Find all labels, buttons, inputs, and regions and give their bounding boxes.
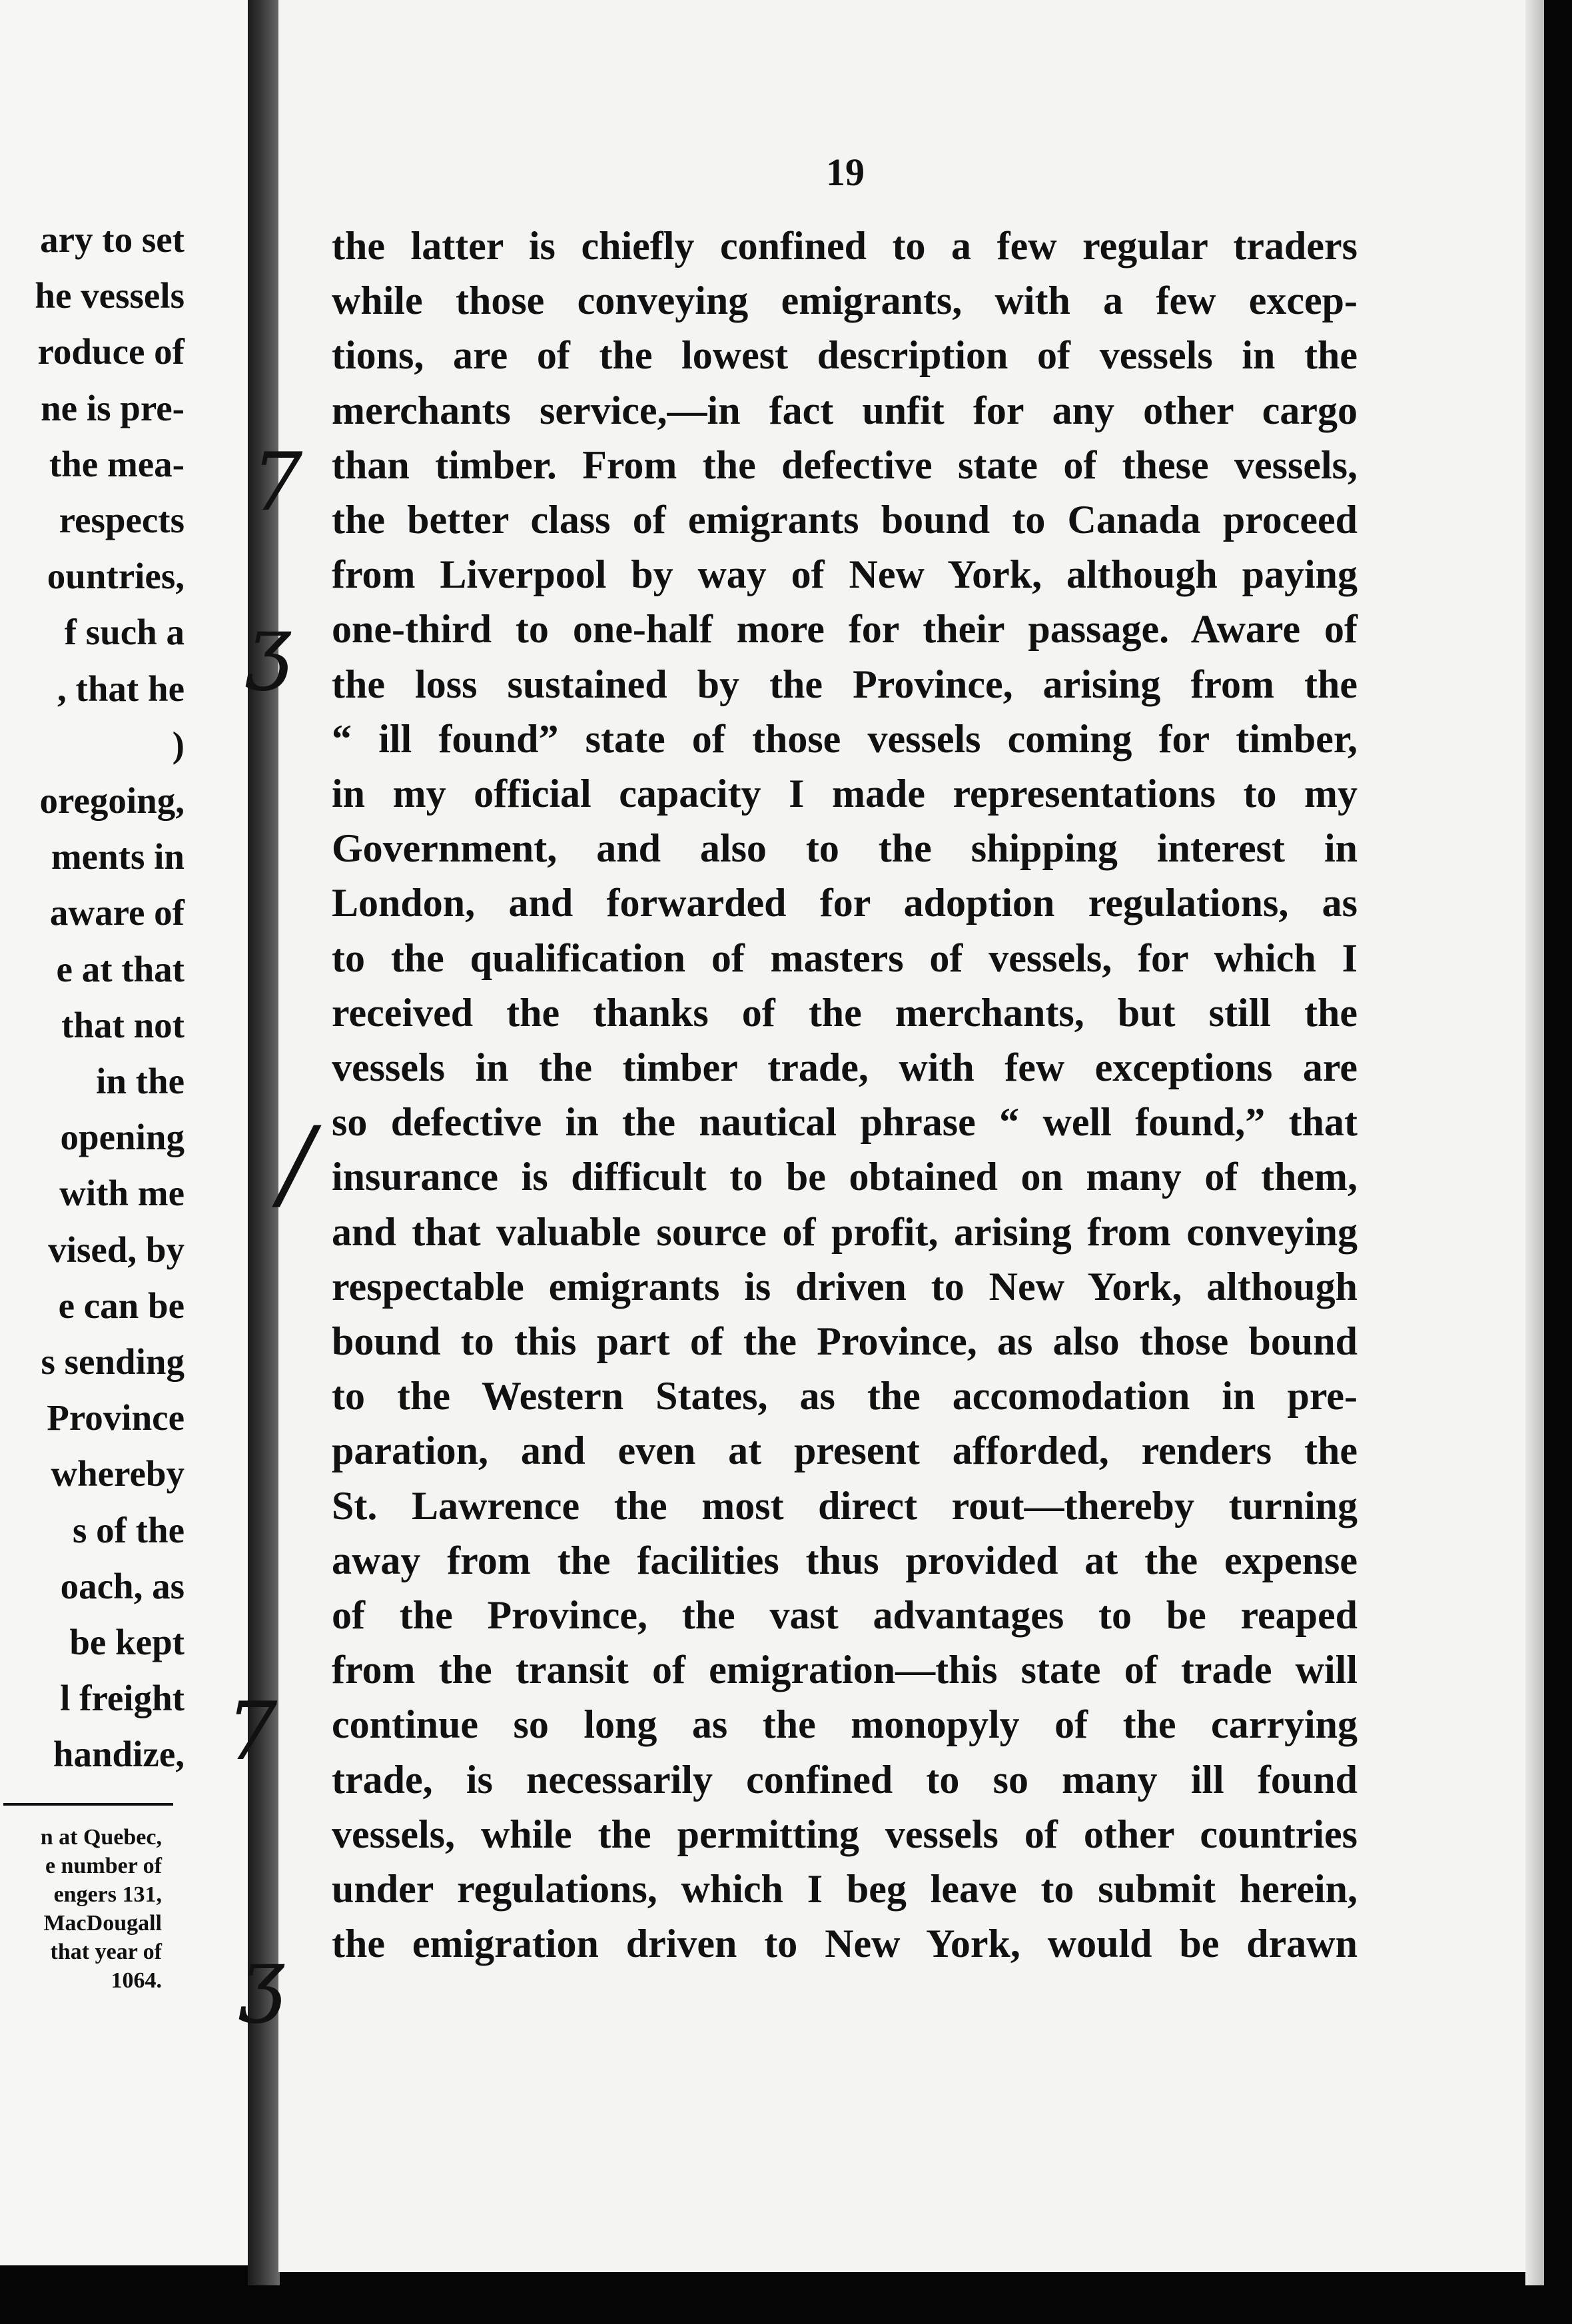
margin-mark-1: 7 xyxy=(252,436,303,529)
text-line: away from the facilities thus provided at the expense xyxy=(332,1538,1358,1582)
left-text-line: opening xyxy=(60,1117,185,1158)
margin-mark-5: ʒ xyxy=(240,1932,285,2025)
text-line: the latter is chiefly confined to a few regular traders xyxy=(332,224,1358,268)
text-line: of the Province, the vast advantages to be reaped xyxy=(332,1593,1358,1638)
left-text-line: roduce of xyxy=(37,331,185,372)
margin-mark-2: ʒ xyxy=(246,600,292,692)
left-text-line: ary to set xyxy=(40,219,185,260)
footnote-line: 1064. xyxy=(111,1968,162,1993)
text-line: to the qualification of masters of vessels, for which I xyxy=(332,935,1358,980)
text-line: tions, are of the lowest description of vessels in the xyxy=(332,333,1358,378)
margin-mark-3: / xyxy=(280,1106,314,1222)
left-page xyxy=(0,0,263,2265)
left-text-line: aware of xyxy=(49,892,185,933)
text-line: the emigration driven to New York, would be drawn xyxy=(332,1922,1358,1966)
left-text-line: e at that xyxy=(56,948,185,989)
text-line: the better class of emigrants bound to Canada proceed xyxy=(332,498,1358,542)
footnote-line: n at Quebec, xyxy=(40,1825,162,1850)
text-line: continue so long as the monopyly of the carrying xyxy=(332,1702,1358,1747)
footnote-line: that year of xyxy=(50,1940,162,1964)
text-line: Government, and also to the shipping interest in xyxy=(332,826,1358,871)
left-text-line: f such a xyxy=(64,612,185,653)
text-line: London, and forwarded for adoption regulations, as xyxy=(332,881,1358,925)
text-line: vessels, while the permitting vessels of other countries xyxy=(332,1812,1358,1856)
text-line: and that valuable source of profit, arising from conveying xyxy=(332,1209,1358,1254)
text-line: merchants service,—in fact unfit for any other cargo xyxy=(332,388,1358,432)
text-line: so defective in the nautical phrase “ well found,” that xyxy=(332,1100,1358,1145)
footnote-divider xyxy=(3,1803,173,1806)
left-text-line: ountries, xyxy=(47,556,185,597)
text-line: St. Lawrence the most direct rout—thereby turning xyxy=(332,1483,1358,1528)
text-line: from the transit of emigration—this state of trade will xyxy=(332,1648,1358,1692)
left-text-line: he vessels xyxy=(35,275,185,316)
left-text-line: vised, by xyxy=(48,1229,185,1270)
left-text-line: the mea- xyxy=(49,443,185,484)
footnote-line: e number of xyxy=(45,1854,162,1878)
left-page-footnote xyxy=(0,1823,162,1995)
text-line: vessels in the timber trade, with few exceptions are xyxy=(332,1045,1358,1090)
text-line: in my official capacity I made representations to my xyxy=(332,772,1358,816)
text-line: “ ill found” state of those vessels coming for timber, xyxy=(332,716,1358,761)
text-line: one-third to one-half more for their passage. Aware of xyxy=(332,607,1358,652)
footnote-line: MacDougall xyxy=(43,1911,162,1936)
text-line: paration, and even at present afforded, renders the xyxy=(332,1429,1358,1473)
text-line: to the Western States, as the accomodation in pre- xyxy=(332,1374,1358,1419)
footnote-line: engers 131, xyxy=(53,1882,162,1907)
page-number: 19 xyxy=(826,151,865,194)
left-text-line: l freight xyxy=(60,1678,185,1719)
left-text-line: ) xyxy=(172,724,185,765)
left-text-line: s sending xyxy=(41,1341,185,1383)
margin-mark-4: 7 xyxy=(226,1686,278,1778)
left-text-line: handize, xyxy=(53,1734,185,1775)
text-line: bound to this part of the Province, as also those bound xyxy=(332,1319,1358,1364)
left-text-line: oregoing, xyxy=(39,780,185,822)
left-text-line: with me xyxy=(59,1173,185,1214)
left-text-line: e can be xyxy=(58,1285,185,1326)
left-text-line: ments in xyxy=(51,836,185,877)
text-line: from Liverpool by way of New York, although paying xyxy=(332,552,1358,597)
left-text-line: ne is pre- xyxy=(41,387,185,428)
text-line: insurance is difficult to be obtained on many of them, xyxy=(332,1155,1358,1199)
left-text-line: Province xyxy=(47,1397,185,1439)
left-text-line: that not xyxy=(61,1004,185,1045)
text-line: received the thanks of the merchants, but still the xyxy=(332,990,1358,1035)
left-text-line: respects xyxy=(59,500,185,541)
text-line: while those conveying emigrants, with a few excep- xyxy=(332,279,1358,323)
left-text-line: , that he xyxy=(57,668,185,709)
text-line: trade, is necessarily confined to so many ill found xyxy=(332,1757,1358,1802)
text-line: under regulations, which I beg leave to submit herein, xyxy=(332,1867,1358,1912)
left-text-line: whereby xyxy=(51,1453,185,1494)
left-text-line: be kept xyxy=(69,1622,185,1663)
left-text-line: oach, as xyxy=(60,1565,185,1606)
text-line: than timber. From the defective state of these vessels, xyxy=(332,442,1358,487)
text-line: respectable emigrants is driven to New York, although xyxy=(332,1264,1358,1309)
main-text xyxy=(332,219,1358,1972)
left-page-text xyxy=(0,212,185,1783)
left-text-line: in the xyxy=(96,1061,185,1102)
text-line: the loss sustained by the Province, arising from the xyxy=(332,662,1358,706)
page-edge xyxy=(1525,0,1544,2285)
left-text-line: s of the xyxy=(72,1509,185,1550)
